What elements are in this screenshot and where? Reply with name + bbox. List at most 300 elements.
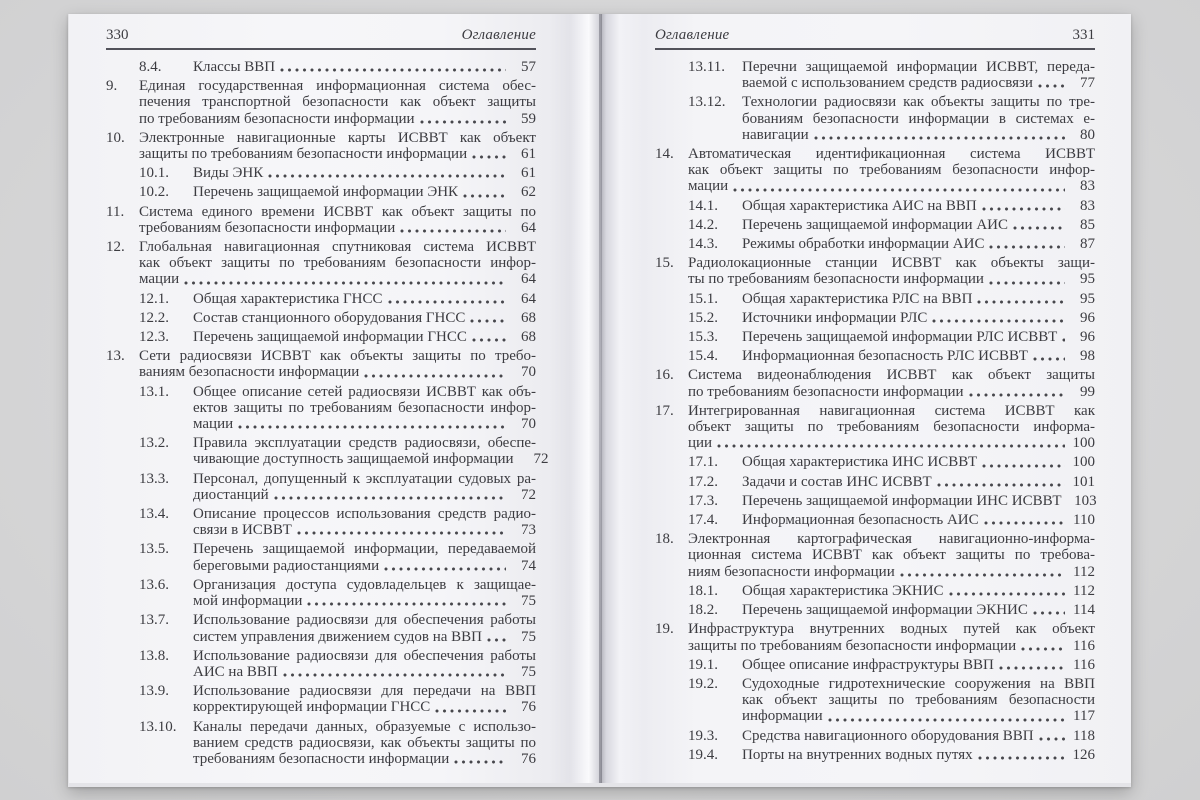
toc-entry-line bbox=[655, 162, 1095, 178]
toc-entry-text: Глобальная навигационная спутниковая система ИСВВТ bbox=[139, 239, 536, 256]
dot-leader bbox=[388, 300, 507, 304]
toc-entry bbox=[655, 676, 1095, 725]
toc-entry-line bbox=[655, 435, 1095, 451]
toc-entry-number: 17. bbox=[655, 402, 674, 419]
toc-entry-number: 15. bbox=[655, 255, 674, 272]
dot-leader bbox=[280, 68, 506, 72]
toc-page-ref: 70 bbox=[521, 364, 536, 381]
toc-entry-text: Перечень защищаемой информации ИНС ИСВВТ bbox=[742, 492, 1062, 509]
toc-entry-line bbox=[106, 364, 536, 380]
dot-leader bbox=[969, 393, 1065, 397]
toc-entry bbox=[655, 348, 1095, 364]
toc-entry-text: Общая характеристика ГНСС bbox=[193, 290, 383, 307]
toc-entry-line bbox=[106, 451, 549, 468]
toc-entry bbox=[655, 217, 1095, 233]
toc-entry-line bbox=[655, 638, 1095, 654]
toc-entry-text: Перечень защищаемой информации АИС bbox=[742, 216, 1008, 233]
toc-entry bbox=[106, 59, 536, 75]
toc-entry bbox=[655, 728, 1095, 744]
toc-entry-number: 13.2. bbox=[139, 435, 169, 452]
dot-leader bbox=[307, 602, 506, 606]
toc-page-ref: 64 bbox=[521, 219, 536, 236]
left-page-content bbox=[106, 27, 549, 767]
book-spine-seam bbox=[599, 14, 602, 783]
toc-entry-text: Использование радиосвязи для обеспечения работы bbox=[193, 647, 536, 664]
toc-entry-text: Общая характеристика ИНС ИСВВТ bbox=[742, 454, 978, 471]
toc-entry-line bbox=[106, 204, 536, 220]
toc-entry bbox=[106, 577, 536, 609]
toc-entry-number: 13.6. bbox=[139, 576, 169, 593]
toc-entry-number: 18. bbox=[655, 531, 674, 548]
toc-page-ref: 76 bbox=[521, 699, 536, 716]
toc-entry-line bbox=[106, 471, 536, 487]
dot-leader bbox=[184, 281, 506, 285]
toc-entry bbox=[106, 435, 549, 468]
toc-entry-line bbox=[655, 708, 1095, 724]
toc-entry-number: 12. bbox=[106, 239, 125, 256]
toc-entry-text: Каналы передачи данных, образуемые с использо- bbox=[193, 718, 536, 735]
toc-entry-text: ектов защиты по требованиям безопасности инфор- bbox=[193, 399, 536, 416]
dot-leader bbox=[435, 709, 506, 713]
toc-entry-text: Перечни защищаемой информации ИСВВТ, переда- bbox=[742, 59, 1095, 75]
toc-entry bbox=[655, 255, 1095, 287]
toc-page-ref: 85 bbox=[1080, 216, 1095, 233]
toc-entry-line bbox=[655, 217, 1095, 233]
toc-entry-line bbox=[655, 329, 1095, 345]
running-title-left: Оглавление bbox=[461, 27, 536, 43]
dot-leader bbox=[828, 718, 1065, 722]
toc-entry-line bbox=[106, 384, 536, 400]
toc-entry-line bbox=[655, 236, 1095, 252]
toc-entry-text: Организация доступа судовладельцев к защищае- bbox=[193, 576, 536, 593]
toc-page-ref: 114 bbox=[1073, 602, 1095, 619]
toc-entry-line bbox=[106, 751, 536, 767]
toc-page-ref: 75 bbox=[521, 663, 536, 680]
toc-entry-line bbox=[106, 329, 536, 345]
dot-leader bbox=[733, 188, 1065, 192]
toc-entry-number: 13.1. bbox=[139, 383, 169, 400]
toc-entry-text: требованиям безопасности информации bbox=[193, 750, 450, 767]
dot-leader bbox=[999, 666, 1065, 670]
toc-entry-text: навигации bbox=[742, 126, 809, 143]
toc-entry-number: 13.4. bbox=[139, 506, 169, 523]
toc-entry-line bbox=[655, 198, 1095, 214]
dot-leader bbox=[814, 136, 1065, 140]
toc-page-ref: 99 bbox=[1080, 383, 1095, 400]
toc-entry-line bbox=[655, 657, 1095, 673]
toc-entry-line bbox=[106, 522, 536, 538]
toc-entry bbox=[655, 198, 1095, 214]
dot-leader bbox=[977, 300, 1065, 304]
toc-entry-line bbox=[655, 127, 1095, 143]
toc-entry-text: Перечень защищаемой информации, передаваемой bbox=[193, 541, 536, 558]
toc-entry bbox=[655, 493, 1095, 509]
toc-entry-number: 13.10. bbox=[139, 718, 177, 735]
toc-entry-number: 15.1. bbox=[688, 290, 718, 307]
toc-entry-text: Общая характеристика РЛС на ВВП bbox=[742, 290, 973, 307]
dot-leader bbox=[420, 120, 506, 124]
toc-entry-line bbox=[655, 419, 1095, 435]
toc-entry-text: ваемой с использованием средств радиосвязи bbox=[742, 75, 1033, 92]
toc-entry-text: мации bbox=[139, 271, 180, 288]
toc-entry-text: Режимы обработки информации АИС bbox=[742, 236, 985, 253]
toc-page-ref: 98 bbox=[1080, 348, 1095, 365]
toc-entry-text: Виды ЭНК bbox=[193, 165, 264, 182]
toc-entry bbox=[655, 236, 1095, 252]
toc-entry bbox=[655, 94, 1095, 143]
dot-leader bbox=[984, 521, 1065, 525]
toc-entry-line bbox=[106, 648, 536, 664]
toc-entry-line bbox=[655, 75, 1095, 91]
toc-page-ref: 101 bbox=[1072, 473, 1095, 490]
toc-entry-number: 17.4. bbox=[688, 512, 718, 529]
toc-entry-line bbox=[106, 719, 536, 735]
dot-leader bbox=[982, 464, 1065, 468]
toc-entry-text: Источники информации РЛС bbox=[742, 309, 928, 326]
toc-entry-line bbox=[106, 111, 536, 127]
toc-entry-number: 9. bbox=[106, 78, 118, 95]
toc-page-ref: 96 bbox=[1080, 309, 1095, 326]
toc-entry-text: Состав станционного оборудования ГНСС bbox=[193, 309, 466, 326]
toc-entry-line bbox=[106, 271, 536, 287]
dot-leader bbox=[487, 638, 506, 642]
toc-entry bbox=[655, 512, 1095, 528]
toc-entry-line bbox=[655, 676, 1095, 692]
toc-page-ref: 70 bbox=[521, 416, 536, 433]
toc-entry-line bbox=[655, 255, 1095, 271]
toc-entry-line bbox=[106, 400, 536, 416]
toc-entry-text: чивающие доступность защищаемой информации bbox=[193, 451, 514, 468]
toc-entry-text: Информационная безопасность РЛС ИСВВТ bbox=[742, 348, 1028, 365]
toc-entry-text: Задачи и состав ИНС ИСВВТ bbox=[742, 473, 932, 490]
toc-entry-text: систем управления движением судов на ВВП bbox=[193, 628, 482, 645]
toc-entry-number: 13.5. bbox=[139, 541, 169, 558]
toc-entry-number: 13.11. bbox=[688, 59, 725, 75]
toc-entry-text: Классы ВВП bbox=[193, 59, 276, 75]
toc-entry-text: Общее описание инфраструктуры ВВП bbox=[742, 656, 994, 673]
toc-entry-text: Порты на внутренних водных путях bbox=[742, 746, 973, 763]
dot-leader bbox=[1033, 611, 1065, 615]
toc-page-ref: 57 bbox=[521, 59, 536, 75]
right-page bbox=[601, 14, 1131, 783]
toc-entry-number: 10.2. bbox=[139, 184, 169, 201]
toc-entry-text: как объект защиты по требованиям безопасности инфор- bbox=[139, 255, 536, 272]
toc-entry-number: 14.3. bbox=[688, 236, 718, 253]
dot-leader bbox=[932, 319, 1065, 323]
toc-entry-text: мации bbox=[193, 416, 234, 433]
toc-page-ref: 118 bbox=[1073, 727, 1095, 744]
toc-entry bbox=[655, 621, 1095, 653]
dot-leader bbox=[937, 483, 1065, 487]
toc-entry bbox=[106, 612, 536, 644]
toc-entry-text: Перечень защищаемой информации ЭНК bbox=[193, 184, 459, 201]
toc-entry-text: ции bbox=[688, 435, 713, 452]
toc-entry bbox=[106, 165, 536, 181]
toc-entry-line bbox=[106, 435, 536, 451]
toc-entry bbox=[655, 583, 1095, 599]
toc-entry bbox=[655, 454, 1095, 470]
dot-leader bbox=[268, 174, 506, 178]
toc-page-ref: 76 bbox=[521, 750, 536, 767]
toc-entry-number: 11. bbox=[106, 203, 125, 220]
toc-entry-line bbox=[106, 612, 536, 628]
dot-leader bbox=[1033, 357, 1065, 361]
toc-entry-number: 16. bbox=[655, 367, 674, 384]
toc-entry-number: 19.2. bbox=[688, 675, 718, 692]
toc-entry bbox=[655, 367, 1095, 399]
toc-entry-line bbox=[106, 94, 536, 110]
open-book bbox=[68, 14, 1131, 787]
toc-entry-line bbox=[106, 629, 536, 645]
toc-entry-text: требованиям безопасности информации bbox=[139, 219, 396, 236]
dot-leader bbox=[283, 673, 506, 677]
toc-page-ref: 96 bbox=[1080, 329, 1095, 346]
toc-entry-number: 14.1. bbox=[688, 197, 718, 214]
toc-entry-text: Общая характеристика ЭКНИС bbox=[742, 582, 944, 599]
toc-entry-line bbox=[106, 577, 536, 593]
toc-page-ref: 110 bbox=[1073, 512, 1095, 529]
toc-page-ref: 126 bbox=[1072, 746, 1095, 763]
toc-entry-number: 13.3. bbox=[139, 470, 169, 487]
toc-entry-line bbox=[106, 184, 536, 200]
toc-entry-text: Информационная безопасность АИС bbox=[742, 512, 979, 529]
toc-list-right bbox=[655, 59, 1095, 763]
toc-entry-text: как объект защиты по требованиям безопасности инфор- bbox=[688, 162, 1095, 179]
toc-entry-line bbox=[655, 111, 1095, 127]
toc-entry-number: 13.8. bbox=[139, 647, 169, 664]
dot-leader bbox=[1013, 226, 1065, 230]
toc-entry-line bbox=[655, 474, 1095, 490]
dot-leader bbox=[989, 245, 1065, 249]
toc-entry-line bbox=[106, 683, 536, 699]
toc-entry-line bbox=[106, 165, 536, 181]
toc-entry-text: защиты по требованиям безопасности информации bbox=[688, 637, 1017, 654]
toc-entry bbox=[655, 291, 1095, 307]
toc-entry-line bbox=[106, 506, 536, 522]
toc-entry bbox=[655, 531, 1095, 580]
dot-leader bbox=[1039, 737, 1065, 741]
toc-page-ref: 68 bbox=[521, 309, 536, 326]
toc-entry-line bbox=[655, 747, 1095, 763]
toc-entry-text: объект защиты по требованиям безопасности информа- bbox=[688, 419, 1095, 436]
toc-entry-line bbox=[106, 593, 536, 609]
toc-entry-line bbox=[106, 59, 536, 75]
toc-entry-text: по требованиям безопасности информации bbox=[688, 383, 964, 400]
toc-entry-text: Перечень защищаемой информации ЭКНИС bbox=[742, 602, 1028, 619]
toc-page-ref: 83 bbox=[1080, 197, 1095, 214]
toc-entry-number: 14. bbox=[655, 146, 674, 163]
toc-list-left bbox=[106, 59, 549, 767]
toc-entry-text: АИС на ВВП bbox=[193, 663, 278, 680]
right-page-header bbox=[655, 27, 1095, 50]
dot-leader bbox=[274, 496, 506, 500]
toc-entry-text: Правила эксплуатации средств радиосвязи, обеспе- bbox=[193, 435, 536, 452]
toc-entry-number: 19. bbox=[655, 621, 674, 638]
toc-page-ref: 72 bbox=[533, 451, 549, 468]
toc-entry-number: 15.2. bbox=[688, 309, 718, 326]
toc-entry-line bbox=[655, 621, 1095, 637]
toc-entry-text: диостанций bbox=[193, 486, 269, 503]
toc-entry-line bbox=[106, 78, 536, 94]
dot-leader bbox=[454, 760, 506, 764]
toc-page-ref: 61 bbox=[521, 146, 536, 163]
toc-page-ref: 72 bbox=[521, 486, 536, 503]
toc-entry-line bbox=[106, 239, 536, 255]
toc-page-ref: 95 bbox=[1080, 271, 1095, 288]
toc-entry-line bbox=[106, 146, 536, 162]
dot-leader bbox=[364, 374, 506, 378]
toc-entry-text: Персонал, допущенный к эксплуатации судовых ра- bbox=[193, 470, 536, 487]
toc-entry-text: Радиолокационные станции ИСВВТ как объекты защи- bbox=[688, 255, 1095, 272]
toc-entry-line bbox=[655, 271, 1095, 287]
toc-entry-line bbox=[106, 416, 536, 432]
dot-leader bbox=[1021, 647, 1065, 651]
toc-entry bbox=[106, 471, 536, 503]
toc-entry-text: Система единого времени ИСВВТ как объект защиты по bbox=[139, 203, 536, 220]
dot-leader bbox=[900, 573, 1065, 577]
dot-leader bbox=[470, 319, 506, 323]
toc-page-ref: 100 bbox=[1072, 435, 1095, 452]
toc-page-ref: 61 bbox=[521, 165, 536, 182]
toc-entry-number: 19.3. bbox=[688, 727, 718, 744]
toc-entry bbox=[106, 184, 536, 200]
toc-entry-number: 18.2. bbox=[688, 602, 718, 619]
toc-entry-line bbox=[655, 403, 1095, 419]
toc-entry-text: Перечень защищаемой информации РЛС ИСВВТ bbox=[742, 329, 1058, 346]
toc-entry-number: 13.7. bbox=[139, 612, 169, 629]
toc-entry-text: Использование радиосвязи для передачи на ВВП bbox=[193, 683, 536, 700]
toc-entry-text: Электронная картографическая навигационно-информа- bbox=[688, 531, 1095, 548]
toc-page-ref: 73 bbox=[521, 522, 536, 539]
toc-entry bbox=[106, 204, 536, 236]
toc-page-ref: 59 bbox=[521, 110, 536, 127]
toc-page-ref: 116 bbox=[1073, 637, 1095, 654]
toc-entry-text: ванием средств радиосвязи, как объекты защиты по bbox=[193, 734, 536, 751]
dot-leader bbox=[1038, 84, 1065, 88]
toc-entry bbox=[106, 291, 536, 307]
toc-entry-number: 18.1. bbox=[688, 582, 718, 599]
toc-entry-line bbox=[106, 699, 536, 715]
toc-entry-line bbox=[655, 348, 1095, 364]
toc-entry-text: мой информации bbox=[193, 593, 303, 610]
toc-entry-number: 17.1. bbox=[688, 454, 718, 471]
toc-entry-number: 19.1. bbox=[688, 656, 718, 673]
dot-leader bbox=[989, 281, 1065, 285]
dot-leader bbox=[238, 425, 506, 429]
dot-leader bbox=[463, 194, 506, 198]
toc-entry-text: ционная система ИСВВТ как объект защиты по требова- bbox=[688, 547, 1095, 564]
toc-entry bbox=[655, 403, 1095, 452]
toc-entry-text: Сети радиосвязи ИСВВТ как объекты защиты по требо- bbox=[139, 348, 536, 365]
dot-leader bbox=[978, 756, 1065, 760]
toc-page-ref: 80 bbox=[1080, 126, 1095, 143]
toc-entry-text: Технологии радиосвязи как объекты защиты по тре- bbox=[742, 94, 1095, 111]
toc-entry-line bbox=[655, 692, 1095, 708]
toc-entry-text: защиты по требованиям безопасности информации bbox=[139, 146, 468, 163]
toc-entry-number: 12.3. bbox=[139, 329, 169, 346]
toc-entry-line bbox=[655, 493, 1095, 509]
toc-entry-line bbox=[655, 178, 1095, 194]
toc-entry-text: ты по требованиям безопасности информации bbox=[688, 271, 984, 288]
toc-page-ref: 74 bbox=[521, 557, 536, 574]
toc-entry-text: печения транспортной безопасности как объект защиты bbox=[139, 94, 536, 111]
toc-entry-line bbox=[655, 367, 1095, 383]
toc-page-ref: 64 bbox=[521, 271, 536, 288]
toc-entry-text: корректирующей информации ГНСС bbox=[193, 699, 431, 716]
toc-page-ref: 117 bbox=[1073, 708, 1095, 725]
toc-entry-text: Судоходные гидротехнические сооружения на ВВП bbox=[742, 675, 1095, 692]
toc-entry-text: по требованиям безопасности информации bbox=[139, 110, 415, 127]
toc-entry-line bbox=[655, 583, 1095, 599]
toc-entry-text: мации bbox=[688, 178, 729, 195]
toc-entry bbox=[106, 541, 536, 573]
toc-entry-text: ниям безопасности информации bbox=[688, 563, 895, 580]
toc-entry-number: 15.4. bbox=[688, 348, 718, 365]
toc-entry-line bbox=[655, 384, 1095, 400]
toc-entry-text: береговыми радиостанциями bbox=[193, 557, 380, 574]
toc-entry-text: Использование радиосвязи для обеспечения работы bbox=[193, 612, 536, 629]
toc-entry-line bbox=[655, 547, 1095, 563]
toc-entry-line bbox=[655, 59, 1095, 75]
dot-leader bbox=[717, 444, 1065, 448]
running-title-right: Оглавление bbox=[655, 27, 730, 43]
toc-entry-number: 13. bbox=[106, 348, 125, 365]
toc-entry-line bbox=[106, 255, 536, 271]
toc-entry-text: Автоматическая идентификационная система ИСВВТ bbox=[688, 146, 1095, 163]
toc-entry-number: 12.1. bbox=[139, 290, 169, 307]
toc-page-ref: 112 bbox=[1073, 563, 1095, 580]
toc-entry-line bbox=[655, 728, 1095, 744]
toc-entry-text: Описание процессов использования средств радио- bbox=[193, 506, 536, 523]
toc-entry-text: Средства навигационного оборудования ВВП bbox=[742, 727, 1034, 744]
toc-page-ref: 95 bbox=[1080, 290, 1095, 307]
page-number-left: 330 bbox=[106, 27, 129, 43]
page-number-right: 331 bbox=[1072, 27, 1095, 43]
toc-entry bbox=[106, 348, 536, 380]
toc-entry bbox=[106, 719, 536, 768]
toc-page-ref: 77 bbox=[1080, 75, 1095, 92]
left-page bbox=[68, 14, 602, 783]
toc-entry-line bbox=[655, 531, 1095, 547]
toc-entry bbox=[106, 78, 536, 127]
toc-entry-number: 17.3. bbox=[688, 492, 718, 509]
toc-entry-number: 12.2. bbox=[139, 309, 169, 326]
toc-entry-line bbox=[106, 558, 536, 574]
dot-leader bbox=[400, 229, 506, 233]
toc-entry-number: 15.3. bbox=[688, 329, 718, 346]
toc-entry bbox=[106, 239, 536, 288]
left-page-header bbox=[106, 27, 536, 50]
toc-entry-text: бованиям безопасности информации в системах е- bbox=[742, 110, 1095, 127]
toc-entry bbox=[655, 329, 1095, 345]
toc-entry-text: Интегрированная навигационная система ИСВВТ как bbox=[688, 402, 1095, 419]
toc-entry bbox=[106, 310, 536, 326]
toc-entry-number: 13.12. bbox=[688, 94, 726, 111]
toc-entry-text: Единая государственная информационная система обес- bbox=[139, 78, 536, 95]
toc-entry-line bbox=[106, 487, 536, 503]
toc-entry bbox=[655, 657, 1095, 673]
toc-entry-line bbox=[106, 541, 536, 557]
dot-leader bbox=[472, 338, 506, 342]
toc-entry bbox=[655, 146, 1095, 195]
toc-entry-line bbox=[655, 454, 1095, 470]
right-page-content bbox=[655, 27, 1095, 763]
toc-entry-line bbox=[106, 220, 536, 236]
toc-entry-number: 14.2. bbox=[688, 216, 718, 233]
dot-leader bbox=[949, 592, 1065, 596]
toc-entry bbox=[106, 130, 536, 162]
toc-entry-text: как объект защиты по требованиям безопасности bbox=[742, 692, 1095, 709]
